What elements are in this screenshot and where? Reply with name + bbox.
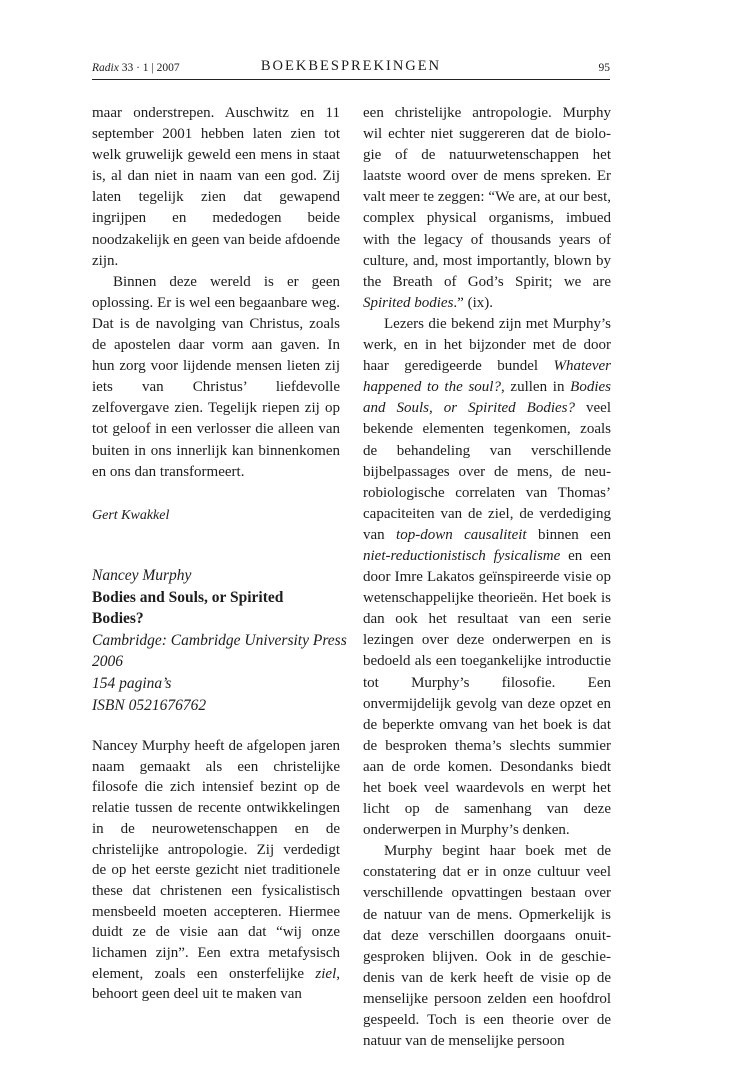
reviewer-signature: Gert Kwakkel — [92, 507, 170, 523]
italic-run: ziel — [315, 965, 337, 982]
italic-run: top-down causaliteit — [396, 526, 527, 543]
text-run: Nancey Murphy heeft de afgelopen jaren naam gemaakt als een christelijke filosofe die zich intensief bezint op de relatie tussen de recente ontwikkelingen in de neurowetenschappen en de christelijke antropologie. Zij verdedigt de op het eerste gezicht niet traditionele these dat christenen een fysicalistisch mensbeeld moeten accepteren. Hiermee duidt ze de visie aan dat “wij onze lichamen zijn”. Een extra metafysisch element, zoals een onsterfelijke — [92, 738, 340, 982]
italic-run: niet-reductionistisch fysicalisme — [363, 547, 561, 564]
page-number: 95 — [598, 62, 610, 74]
book-title-line2: Bodies? — [92, 610, 144, 628]
book-isbn: ISBN 0521676762 — [92, 696, 207, 714]
book-details — [92, 565, 352, 716]
book-publisher: Cambridge: Cambridge University Press — [92, 631, 347, 649]
section-title: BOEKBESPREKINGEN — [260, 58, 442, 74]
text-run: .” (ix). — [453, 294, 493, 311]
text-run: veel bekende elementen tegenkomen, zoals de behandeling van verschillende bijbelpassages over de mens, de neurobiologische correlaten van Thomas’ capaciteiten van de ziel, de verdediging van — [363, 400, 612, 543]
paragraph — [92, 736, 340, 1005]
paragraph: Murphy begint haar boek met de constatering dat er in onze cultuur veel verschillende opvattingen bestaan over de natuur van de mens. Opmerkelijk is dat deze verschillen doorgaans onuitgesproken blijven. Ook in de geschiedenis van de kerk heeft de visie op de menselijke persoon zelden een hoofdrol gespeeld. Toch is een theorie over de natuur van de menselijke persoon — [363, 843, 611, 1050]
text-run: , zullen in — [500, 379, 571, 396]
italic-run: Spirited bodies — [363, 294, 454, 311]
header-rule — [92, 79, 610, 80]
text-run: een christelijke antropologie. Murphy wil echter niet suggereren dat de biologie of de natuurwetenschappen het laatste woord over de mens spreken. Er valt meer te zeggen: “We are, at our best, complex physical organisms, imbued with the legacy of thousands years of culture, and, most importantly, blown by the Breath of God’s Spirit; we are — [363, 105, 611, 290]
book-author: Nancey Murphy — [92, 567, 192, 584]
text-run: , behoort geen deel uit te maken van — [92, 965, 340, 1003]
book-title-line1: Bodies and Souls, or Spirited — [92, 588, 284, 606]
paragraph: Binnen deze wereld is er geen oplossing. Er is wel een begaanbare weg. Dat is de navolging van Christus, zoals de apostelen daar vorm aan gaven. In hun zorg voor lijdende mensen lieten zij iets van Christus’ liefdevolle zelfovergave zien. Tegelijk riepen zij op tot geloof in een verlosser die alleen van buiten in ons innerlijk kan binnenkomen en ons dan transformeert. — [92, 273, 340, 480]
paragraph — [363, 314, 611, 841]
journal-name: Radix — [92, 62, 119, 74]
review-left-column — [92, 736, 340, 1005]
left-column — [92, 103, 340, 526]
italic-run: Bodies and Souls, or Spirited Bodies? — [363, 379, 611, 417]
text-run: en een door Imre Lakatos geïnspireerde visie op wetenschappelijke theorieën. Het boek is dan ook het resultaat van een serie lezingen over deze onderwerpen en is bedoeld als een toegankelijke introductie tot Murphy’s filosofie. Een onvermijdelijk gevolg van deze opzet en de beperkte omvang van het boek is dat de besproken thema’s slechts summier aan de orde komen. Desondanks biedt het boek veel waardevols en werpt het licht op de samenhang van deze onderwerpen in Murphy’s denken. — [363, 547, 611, 839]
book-year: 2006 — [92, 653, 123, 671]
text-run: Lezers die bekend zijn met Murphy’s werk, en in het bijzonder met de door haar geredigeerde bundel — [363, 315, 611, 375]
paragraph: maar onderstrepen. Auschwitz en 11 september 2001 hebben laten zien tot welk gruwelijk geweld een mens in staat is, al dan niet in naam van een god. Zij laten tegelijk zien dat gewapend ingrijpen en mededogen beide noodzakelijk en geen van beide afdoende zijn. — [92, 105, 340, 269]
book-pages: 154 pagina’s — [92, 674, 172, 692]
text-run: binnen een — [526, 526, 611, 543]
running-header — [92, 58, 610, 80]
italic-run: Whatever happened to the soul? — [363, 358, 611, 396]
journal-issue: 33 · 1 | 2007 — [121, 62, 180, 74]
paragraph — [363, 103, 611, 314]
right-column — [363, 103, 611, 1052]
